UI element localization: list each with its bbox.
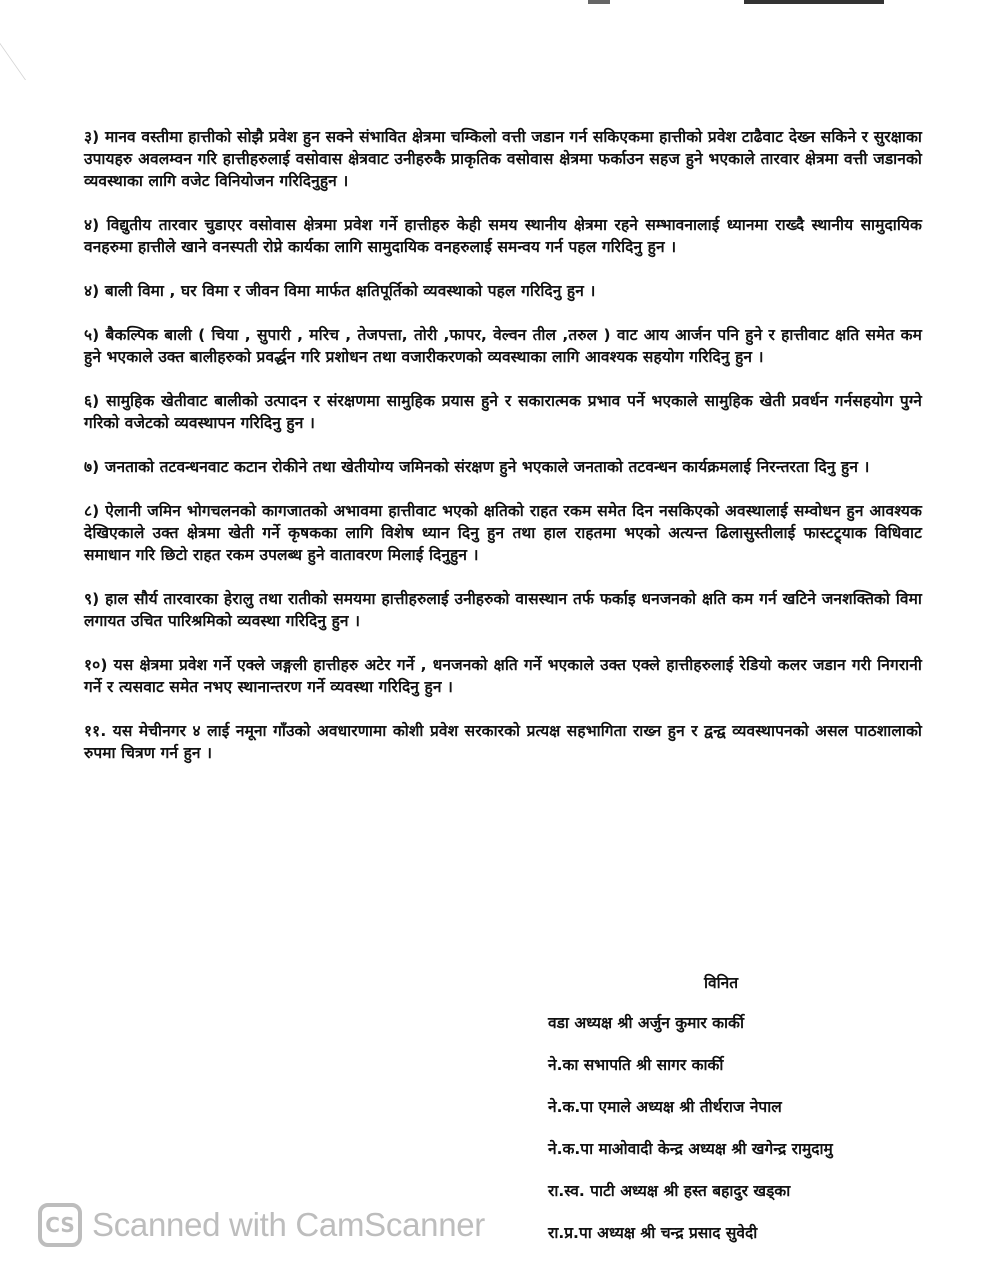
scan-mark-left: [588, 0, 610, 4]
closing-word: विनित: [704, 974, 739, 992]
signature-block: [548, 972, 968, 1264]
signatory-rpp-chair: रा.प्र.पा अध्यक्ष श्री चन्द्र प्रसाद सुवेदी: [548, 1224, 758, 1242]
paragraph-8: ८) ऐलानी जमिन भोगचलनको कागजातको अभावमा हात्तीवाट भएको क्षतिको राहत रकम समेत दिन नसकिएको अवस्थालाई सम्वोधन हुन आवश्यक देखिएकाले उक्त क्षेत्रमा खेती गर्ने कृषकका लागि विशेष ध्यान दिनु हुन तथा हाल राहतमा भएको अत्यन्त ढिलासुस्तीलाई फास्टट्र्याक विधिवाट समाधान गरि छिटो राहत रकम उपलब्ध हुने वातावरण मिलाई दिनुहुन ।: [84, 502, 922, 564]
letter-body: [84, 126, 922, 786]
paragraph-10: १०) यस क्षेत्रमा प्रवेश गर्ने एक्ले जङ्गली हात्तीहरु अटेर गर्ने , धनजनको क्षति गर्ने भएकाले उक्त एक्ले हात्तीहरुलाई रेडियो कलर जडान गरी निगरानी गर्ने र त्यसवाट समेत नभए स्थानान्तरण गर्ने व्यवस्था गरिदिनु हुन ।: [84, 656, 922, 696]
scan-edge-marks: [0, 0, 982, 80]
scan-mark-right: [744, 0, 884, 4]
camscanner-logo-icon: CS: [38, 1203, 82, 1247]
signatory-ward-chair: वडा अध्यक्ष श्री अर्जुन कुमार कार्की: [548, 1014, 744, 1032]
signatory-uml-chair: ने.क.पा एमाले अध्यक्ष श्री तीर्थराज नेपाल: [548, 1098, 782, 1116]
signatory-nc-president: ने.का सभापति श्री सागर कार्की: [548, 1056, 724, 1074]
paragraph-11: ११. यस मेचीनगर ४ लाई नमूना गाँउको अवधारणामा कोशी प्रवेश सरकारको प्रत्यक्ष सहभागिता राख्न हुन र द्वन्द्व व्यवस्थापनको असल पाठशालाको रुपमा चित्रण गर्न हुन ।: [84, 722, 922, 762]
signatory-maoist-chair: ने.क.पा माओवादी केन्द्र अध्यक्ष श्री खगेन्द्र रामुदामु: [548, 1140, 833, 1158]
paragraph-4b: ४) बाली विमा , घर विमा र जीवन विमा मार्फत क्षतिपूर्तिको व्यवस्थाको पहल गरिदिनु हुन ।: [84, 282, 596, 300]
paragraph-3: ३) मानव वस्तीमा हात्तीको सोझै प्रवेश हुन सक्ने संभावित क्षेत्रमा चम्किलो वत्ती जडान गर्न सकिएकमा हात्तीको प्रवेश टाढैवाट देख्न सकिने र सुरक्षाका उपायहरु अवलम्वन गरि हात्तीहरुलाई वसोवास क्षेत्रवाट उनीहरुकै प्राकृतिक वसोवास क्षेत्रमा फर्काउन सहज हुने भएकाले तारवार क्षेत्रमा वत्ती जडानको व्यवस्थाका लागि वजेट विनियोजन गरिदिनुहुन ।: [84, 128, 922, 190]
paragraph-5: ५) बैकल्पिक बाली ( चिया , सुपारी , मरिच , तेजपत्ता, तोरी ,फापर, वेल्वन तील ,तरुल ) वाट आय आर्जन पनि हुने र हात्तीवाट क्षति समेत कम हुने भएकाले उक्त बालीहरुको प्रवर्द्धन गरि प्रशोधन तथा वजारीकरणको व्यवस्थाका लागि आवश्यक सहयोग गरिदिनु हुन ।: [84, 326, 922, 366]
paragraph-9: ९) हाल सौर्य तारवारका हेरालु तथा रातीको समयमा हात्तीहरुलाई उनीहरुको वासस्थान तर्फ फर्काइ धनजनको क्षति कम गर्न खटिने जनशक्तिको विमा लगायत उचित पारिश्रमिको व्यवस्था गरिदिनु हुन ।: [84, 590, 922, 630]
camscanner-watermark: [38, 1200, 485, 1250]
watermark-text: Scanned with CamScanner: [92, 1206, 485, 1243]
paragraph-7: ७) जनताको तटवन्धनवाट कटान रोकीने तथा खेतीयोग्य जमिनको संरक्षण हुने भएकाले जनताको तटवन्धन कार्यक्रमलाई निरन्तरता दिनु हुन ।: [84, 458, 870, 476]
paragraph-4a: ४) विद्युतीय तारवार चुडाएर वसोवास क्षेत्रमा प्रवेश गर्ने हात्तीहरु केही समय स्थानीय क्षेत्रमा रहने सम्भावनालाई ध्यानमा राख्दै स्थानीय सामुदायिक वनहरुमा हात्तीले खाने वनस्पती रोप्ने कार्यका लागि सामुदायिक वनहरुलाई समन्वय गर्न पहल गरिदिनु हुन ।: [84, 216, 922, 256]
signatory-rsp-chair: रा.स्व. पाटी अध्यक्ष श्री हस्त बहादुर खड्का: [548, 1182, 791, 1200]
scan-scratch: [0, 20, 76, 80]
paragraph-6: ६) सामुहिक खेतीवाट बालीको उत्पादन र संरक्षणमा सामुहिक प्रयास हुने र सकारात्मक प्रभाव पर्ने भएकाले सामुहिक खेती प्रवर्धन गर्नसहयोग पुग्ने गरिको वजेटको व्यवस्थापन गरिदिनु हुन ।: [84, 392, 922, 432]
